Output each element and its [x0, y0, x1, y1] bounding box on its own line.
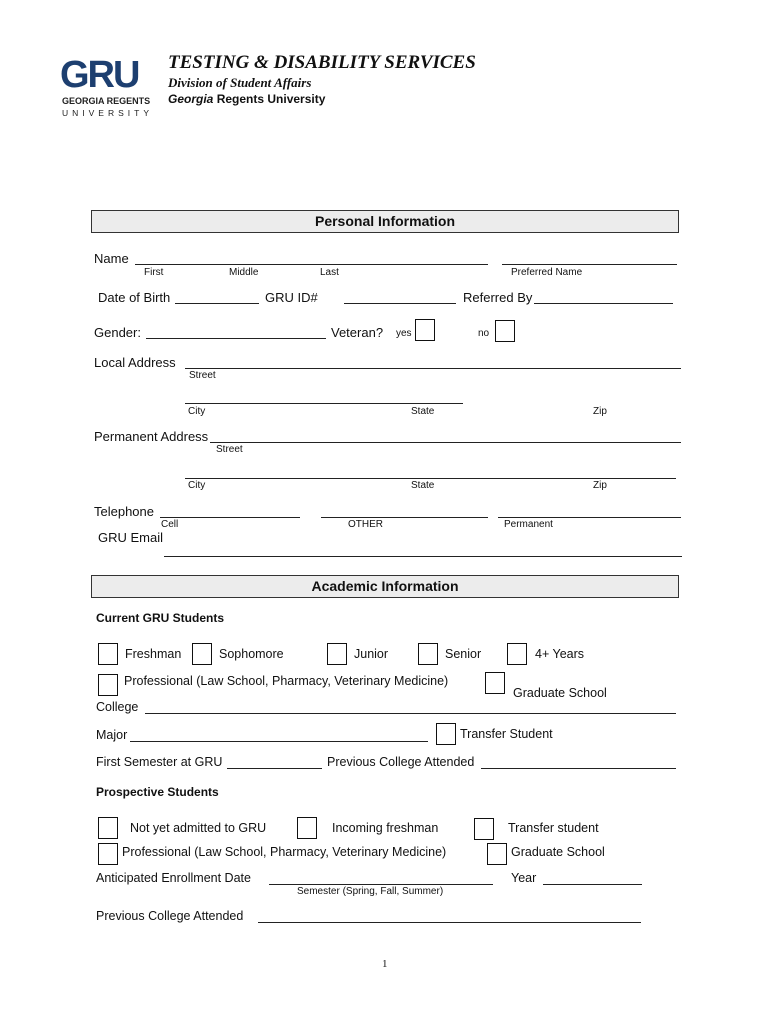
- dob-label: Date of Birth: [98, 290, 171, 305]
- logo-line-2: UNIVERSITY: [62, 108, 154, 118]
- transfer-student-label: Transfer Student: [460, 727, 553, 741]
- sophomore-checkbox[interactable]: [192, 643, 212, 665]
- first-semester-label: First Semester at GRU: [96, 755, 223, 769]
- veteran-yes-checkbox[interactable]: [415, 319, 435, 341]
- first-label: First: [144, 267, 164, 278]
- professional-label: Professional (Law School, Pharmacy, Veterinary Medicine): [124, 674, 449, 688]
- telephone-cell-field[interactable]: [160, 517, 300, 518]
- form-title: TESTING & DISABILITY SERVICES: [168, 52, 476, 73]
- prospective-graduate-checkbox[interactable]: [487, 843, 507, 865]
- major-label: Major: [96, 728, 128, 742]
- current-students-heading: Current GRU Students: [96, 611, 225, 625]
- gender-field[interactable]: [146, 338, 326, 339]
- other-label: OTHER: [348, 519, 383, 530]
- previous-college-field[interactable]: [481, 768, 676, 769]
- email-field[interactable]: [164, 556, 682, 557]
- permanent-city-label: City: [188, 480, 206, 491]
- year-field[interactable]: [543, 884, 642, 885]
- incoming-freshman-checkbox[interactable]: [297, 817, 317, 839]
- sophomore-label: Sophomore: [219, 647, 284, 661]
- permanent-state-label: State: [411, 480, 435, 491]
- local-city-label: City: [188, 406, 206, 417]
- university-name: Georgia Regents University: [168, 92, 326, 106]
- division-name: Division of Student Affairs: [168, 75, 312, 90]
- telephone-label: Telephone: [94, 504, 154, 519]
- prospective-students-heading: Prospective Students: [96, 785, 219, 799]
- college-label: College: [96, 700, 139, 714]
- page-number: 1: [382, 958, 388, 970]
- junior-label: Junior: [354, 647, 389, 661]
- senior-checkbox[interactable]: [418, 643, 438, 665]
- personal-info-heading: Personal Information: [91, 210, 679, 233]
- veteran-no-label: no: [478, 328, 490, 339]
- previous-college-label: Previous College Attended: [327, 755, 475, 769]
- freshman-checkbox[interactable]: [98, 643, 118, 665]
- telephone-other-field[interactable]: [321, 517, 488, 518]
- preferred-name-field[interactable]: [502, 264, 677, 265]
- anticipated-enrollment-field[interactable]: [269, 884, 493, 885]
- logo-line-1: GEORGIA REGENTS: [62, 96, 151, 106]
- graduate-school-checkbox[interactable]: [485, 672, 505, 694]
- professional-checkbox[interactable]: [98, 674, 118, 696]
- name-label: Name: [94, 251, 129, 266]
- local-address-label: Local Address: [94, 355, 176, 370]
- freshman-label: Freshman: [125, 647, 182, 661]
- gender-label: Gender:: [94, 325, 141, 340]
- plus4-years-checkbox[interactable]: [507, 643, 527, 665]
- referred-by-field[interactable]: [534, 303, 673, 304]
- junior-checkbox[interactable]: [327, 643, 347, 665]
- prospective-previous-college-label: Previous College Attended: [96, 909, 244, 923]
- anticipated-enrollment-label: Anticipated Enrollment Date: [96, 871, 251, 885]
- local-street-label: Street: [189, 370, 216, 381]
- prospective-professional-checkbox[interactable]: [98, 843, 118, 865]
- college-field[interactable]: [145, 713, 676, 714]
- cell-label: Cell: [161, 519, 179, 530]
- gru-logo-mark: GRU: [60, 54, 139, 96]
- academic-info-heading: Academic Information: [91, 575, 679, 598]
- year-label: Year: [511, 871, 537, 885]
- local-zip-label: Zip: [593, 406, 607, 417]
- local-city-state-field[interactable]: [185, 403, 463, 404]
- gru-id-field[interactable]: [344, 303, 456, 304]
- name-field[interactable]: [135, 264, 488, 265]
- permanent-zip-label: Zip: [593, 480, 607, 491]
- first-semester-field[interactable]: [227, 768, 322, 769]
- prospective-transfer-label: Transfer student: [508, 821, 599, 835]
- incoming-freshman-label: Incoming freshman: [332, 821, 439, 835]
- email-label: GRU Email: [98, 530, 164, 545]
- last-label: Last: [320, 267, 339, 278]
- major-field[interactable]: [130, 741, 428, 742]
- not-admitted-checkbox[interactable]: [98, 817, 118, 839]
- transfer-student-checkbox[interactable]: [436, 723, 456, 745]
- prospective-professional-label: Professional (Law School, Pharmacy, Veterinary Medicine): [122, 845, 447, 859]
- not-admitted-label: Not yet admitted to GRU: [130, 821, 267, 835]
- telephone-permanent-field[interactable]: [498, 517, 681, 518]
- permanent-street-field[interactable]: [210, 442, 681, 443]
- veteran-label: Veteran?: [331, 325, 384, 340]
- referred-by-label: Referred By: [463, 290, 533, 305]
- permanent-phone-label: Permanent: [504, 519, 553, 530]
- semester-hint: Semester (Spring, Fall, Summer): [297, 886, 444, 897]
- prospective-previous-college-field[interactable]: [258, 922, 641, 923]
- permanent-address-label: Permanent Address: [94, 429, 209, 444]
- permanent-street-label: Street: [216, 444, 243, 455]
- gru-id-label: GRU ID#: [265, 290, 318, 305]
- local-state-label: State: [411, 406, 435, 417]
- prospective-transfer-checkbox[interactable]: [474, 818, 494, 840]
- veteran-yes-label: yes: [396, 328, 412, 339]
- senior-label: Senior: [445, 647, 482, 661]
- prospective-graduate-label: Graduate School: [511, 845, 605, 859]
- preferred-name-label: Preferred Name: [511, 267, 583, 278]
- veteran-no-checkbox[interactable]: [495, 320, 515, 342]
- local-street-field[interactable]: [185, 368, 681, 369]
- plus4-years-label: 4+ Years: [535, 647, 585, 661]
- graduate-school-label: Graduate School: [513, 686, 607, 700]
- middle-label: Middle: [229, 267, 259, 278]
- dob-field[interactable]: [175, 303, 259, 304]
- permanent-city-state-field[interactable]: [185, 478, 676, 479]
